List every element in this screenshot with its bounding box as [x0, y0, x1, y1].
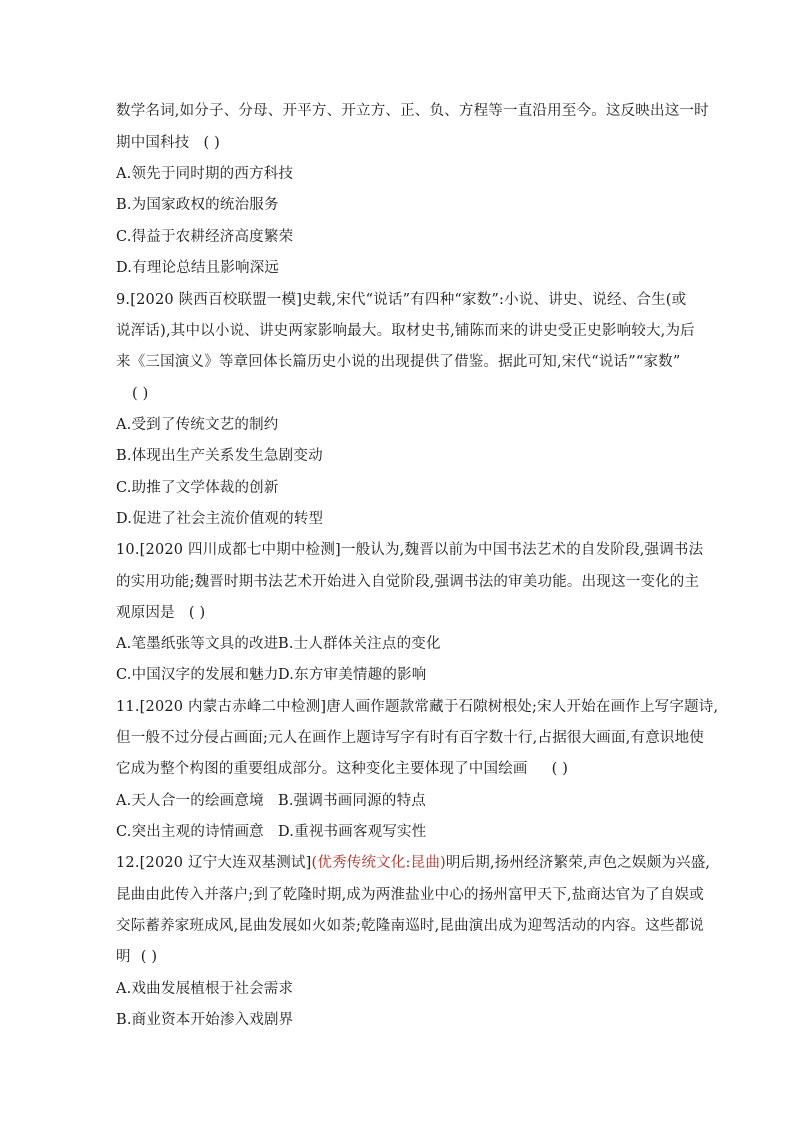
- q11-answer-blank: ( ): [551, 761, 569, 777]
- q11-stem-line3: [116, 759, 568, 779]
- q11-stem-line1: 11.[2020 内蒙古赤峰二中检测]唐人画作题款常藏于石隙树根处;宋人开始在画作上写字题诗,: [116, 699, 719, 715]
- q12-stem-text: 明后期,扬州经济繁荣,声色之娱颇为兴盛,: [445, 855, 711, 871]
- q10-options-row2: [116, 665, 427, 685]
- q8-option-a: A.领先于同时期的西方科技: [116, 166, 294, 182]
- q12-option-a: A.戏曲发展植根于社会需求: [116, 981, 294, 997]
- q8-stem-line1: 数学名词,如分子、分母、开平方、开立方、正、负、方程等一直沿用至今。这反映出这一时: [116, 103, 709, 119]
- q11-stem-text: 它成为整个构图的重要组成部分。这种变化主要体现了中国绘画: [116, 761, 528, 777]
- q11-option-c: C.突出主观的诗情画意: [116, 824, 264, 840]
- q11-option-a: A.天人合一的绘画意境: [116, 793, 264, 809]
- q10-option-b: B.士人群体关注点的变化: [278, 636, 441, 652]
- q12-stem-line4: [116, 947, 157, 967]
- q8-option-c: C.得益于农耕经济高度繁荣: [116, 229, 294, 245]
- q9-option-c: C.助推了文学体裁的创新: [116, 480, 279, 496]
- q10-stem-line1: 10.[2020 四川成都七中期中检测]一般认为,魏晋以前为中国书法艺术的自发阶段,强调书法: [116, 542, 704, 558]
- q11-option-b: B.强调书画同源的特点: [278, 793, 426, 809]
- q9-stem-line2: 说浑话),其中以小说、讲史两家影响最大。取材史书,铺陈而来的讲史受正史影响较大,为后: [116, 323, 695, 339]
- q9-option-b: B.体现出生产关系发生急剧变动: [116, 448, 323, 464]
- q9-stem-line1: 9.[2020 陕西百校联盟一模]史载,宋代“说话”有四种“家数”:小说、讲史、说经、合生(或: [116, 292, 687, 308]
- q10-answer-blank: ( ): [188, 605, 206, 621]
- q12-stem-line1: [116, 853, 710, 873]
- q12-stem-line2: 昆曲由此传入并落户;到了乾隆时期,成为两淮盐业中心的扬州富甲天下,盐商达官为了自娱或: [116, 887, 704, 903]
- q8-stem-text: 期中国科技: [116, 135, 190, 151]
- q11-stem-line2: 但一般不过分侵占画面;元人在画作上题诗写字有时有百字数十行,占据很大画面,有意识地使: [116, 730, 704, 746]
- q8-stem-line2: [116, 133, 220, 153]
- q12-answer-blank: ( ): [140, 949, 158, 965]
- q9-option-d: D.促进了社会主流价值观的转型: [116, 511, 324, 527]
- q10-option-c: C.中国汉字的发展和魅力: [116, 667, 279, 683]
- q8-option-b: B.为国家政权的统治服务: [116, 197, 279, 213]
- q10-options-row1: [116, 634, 441, 654]
- q10-option-d: D.东方审美情趣的影响: [278, 667, 427, 683]
- q9-option-a: A.受到了传统文艺的制约: [116, 417, 279, 433]
- q12-stem-end: 明: [116, 949, 131, 965]
- q11-options-row1: [116, 791, 426, 811]
- q8-option-d: D.有理论总结且影响深远: [116, 260, 280, 276]
- q10-option-a: A.笔墨纸张等文具的改进: [116, 636, 279, 652]
- q10-stem-line3: [116, 603, 205, 623]
- q11-options-row2: [116, 822, 427, 842]
- q10-stem-text: 观原因是: [116, 605, 175, 621]
- q12-source: 12.[2020 辽宁大连双基测试]: [116, 855, 312, 871]
- q10-stem-line2: 的实用功能;魏晋时期书法艺术开始进入自觉阶段,强调书法的审美功能。出现这一变化的主: [116, 574, 700, 590]
- q9-answer-blank: ( ): [132, 386, 149, 402]
- q12-stem-line3: 交际蓄养家班成风,昆曲发展如火如荼;乾隆南巡时,昆曲演出成为迎驾活动的内容。这些都说: [116, 918, 704, 934]
- q9-stem-line3: 来《三国演义》等章回体长篇历史小说的出现提供了借鉴。据此可知,宋代“说话”“家数”: [116, 354, 681, 370]
- q12-option-b: B.商业资本开始渗入戏剧界: [116, 1012, 294, 1028]
- q8-answer-blank: ( ): [203, 135, 221, 151]
- q12-topic-tag: (优秀传统文化:昆曲): [311, 855, 446, 871]
- q11-option-d: D.重视书画客观写实性: [278, 824, 427, 840]
